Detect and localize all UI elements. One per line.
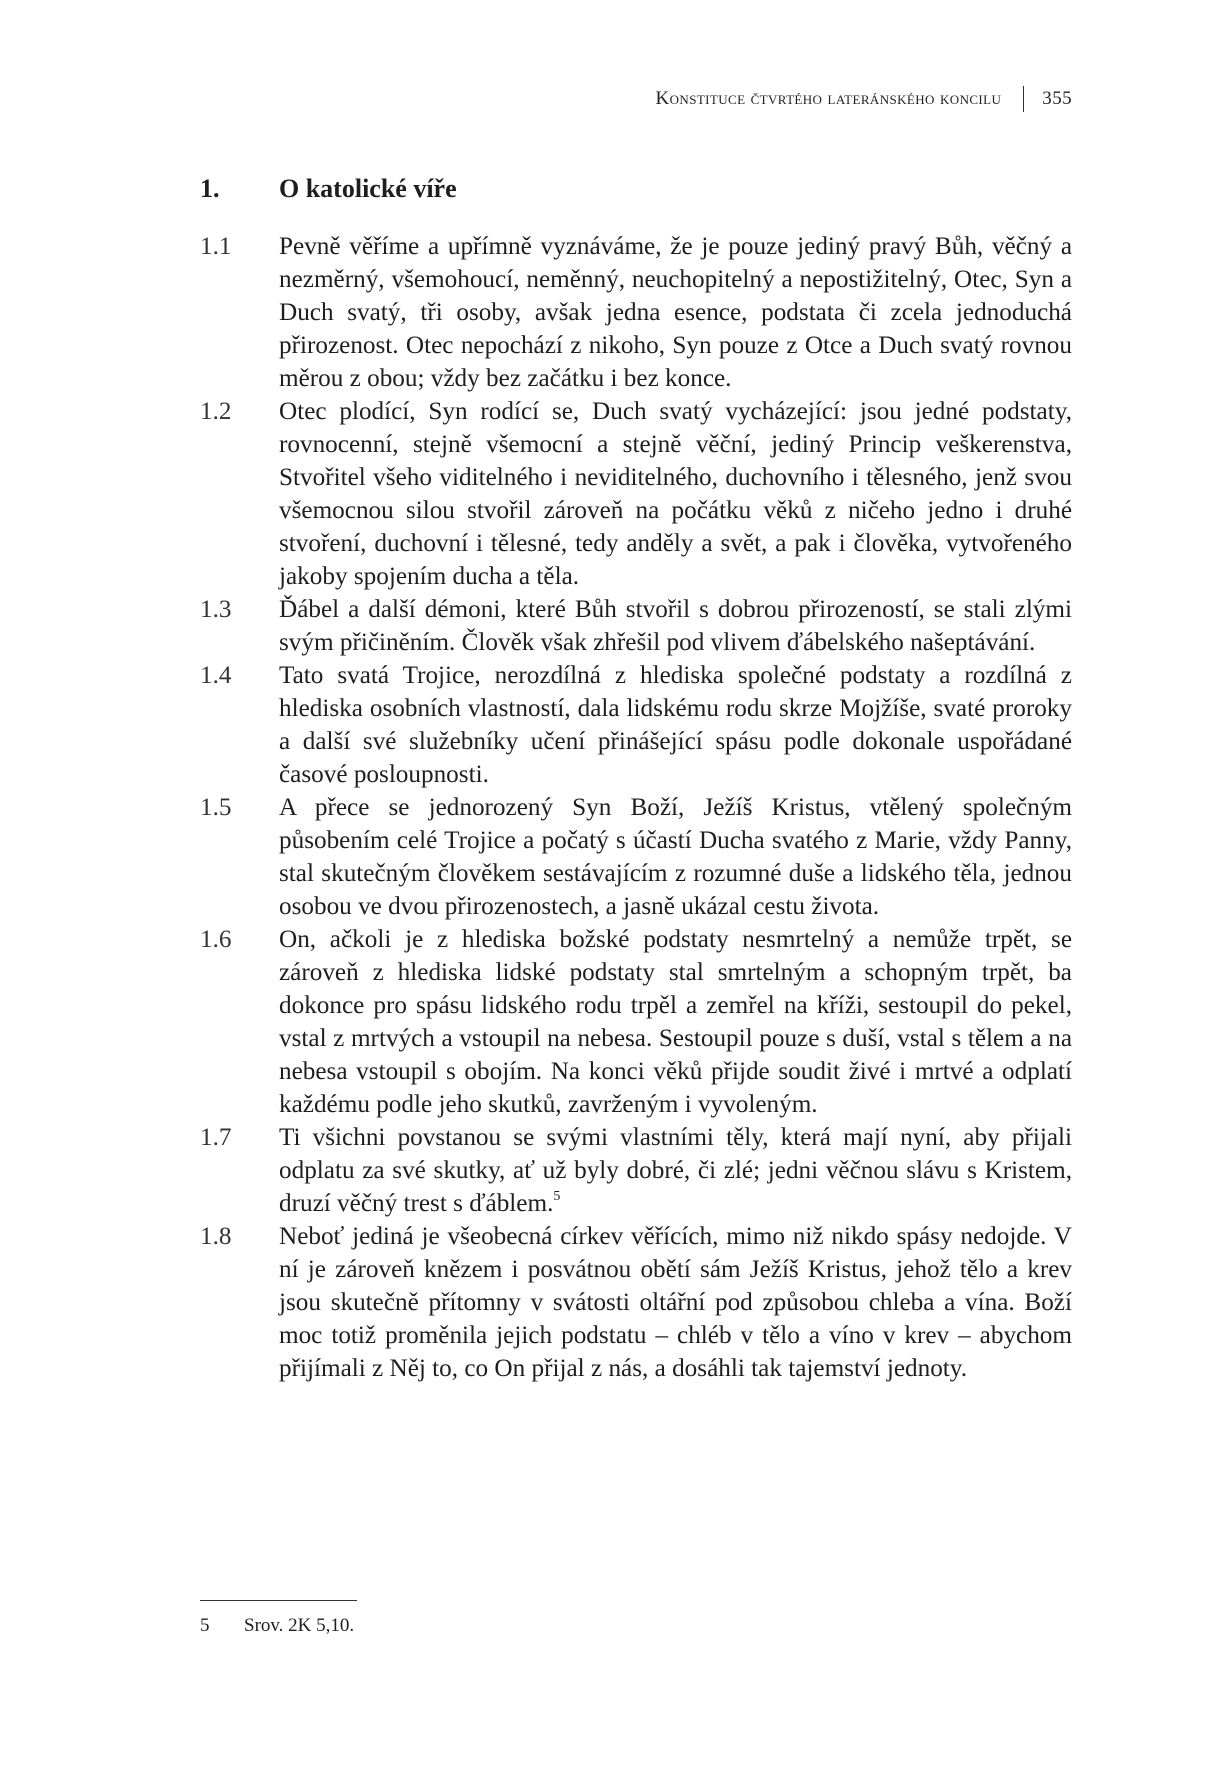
footnote-divider	[200, 1600, 357, 1601]
footnote-number: 5	[200, 1615, 210, 1636]
paragraph-text: Otec plodící, Syn rodící se, Duch svatý vycházející: jsou jedné podstaty, rovnocenní, stejně všemocní a stejně věční, jediný Princip veškerenstva, Stvořitel všeho viditelného i neviditelného, duchovního i tělesného, jenž svou všemocnou silou stvořil zároveň na počátku věků z ničeho jedno i druhé stvoření, duchovní i tělesné, tedy anděly a svět, a pak i člověka, vytvořeného jakoby spojením ducha a těla.	[279, 398, 1072, 590]
paragraph-number: 1.1	[200, 233, 232, 260]
footnote	[200, 1613, 354, 1639]
paragraph-text: Ti všichni povstanou se svými vlastními těly, která mají nyní, aby přijali odplatu za své skutky, ať už byly dobré, či zlé; jedni věčnou slávu s Kristem, druzí věčný trest s ďáblem.	[279, 1124, 1072, 1217]
section-title: O katolické víře	[279, 174, 457, 203]
running-title: Konstituce čtvrtého lateránského koncilu	[655, 88, 1002, 109]
paragraph-number: 1.5	[200, 794, 232, 821]
paragraph-text: Pevně věříme a upřímně vyznáváme, že je pouze jediný pravý Bůh, věčný a nezměrný, všemohoucí, neměnný, neuchopitelný a nepostižitelný, Otec, Syn a Duch svatý, tři osoby, avšak jedna esence, podstata či zcela jednoduchá přirozenost. Otec nepochází z nikoho, Syn pouze z Otce a Duch svatý rovnou měrou z obou; vždy bez začátku i bez konce.	[279, 233, 1072, 392]
paragraph-1-8	[200, 1220, 1072, 1385]
paragraph-number: 1.4	[200, 662, 232, 689]
paragraph-1-3	[200, 593, 1072, 659]
paragraph-1-7	[200, 1121, 1072, 1220]
paragraph-number: 1.3	[200, 596, 232, 623]
paragraph-number: 1.7	[200, 1124, 232, 1151]
running-head-divider	[1023, 86, 1024, 112]
paragraph-1-4	[200, 659, 1072, 791]
paragraph-1-2	[200, 395, 1072, 593]
paragraph-text-wrapper	[279, 1121, 1072, 1220]
paragraph-text: A přece se jednorozený Syn Boží, Ježíš Kristus, vtělený společným působením celé Trojice a počatý s účastí Ducha svatého z Marie, vždy Panny, stal skutečným člověkem sestávajícím z rozumné duše a lidského těla, jednou osobou ve dvou přirozenostech, a jasně ukázal cestu života.	[279, 794, 1072, 920]
paragraph-text: Tato svatá Trojice, nerozdílná z hlediska společné podstaty a rozdílná z hlediska osobních vlastností, dala lidskému rodu skrze Mojžíše, svaté proroky a další své služebníky učení přinášející spásu podle dokonale uspořádané časové posloupnosti.	[279, 662, 1072, 788]
paragraph-text: Ďábel a další démoni, které Bůh stvořil s dobrou přirozeností, se stali zlými svým přičiněním. Člověk však zhřešil pod vlivem ďábelského našeptávání.	[279, 596, 1072, 656]
page-number: 355	[1042, 88, 1072, 109]
paragraph-number: 1.8	[200, 1223, 232, 1250]
paragraph-1-5	[200, 791, 1072, 923]
paragraph-number: 1.6	[200, 926, 232, 953]
paragraph-list	[200, 230, 1072, 1385]
running-head	[656, 86, 1073, 112]
section-number: 1.	[200, 174, 220, 203]
paragraph-text: Neboť jediná je všeobecná církev věřících, mimo niž nikdo spásy nedojde. V ní je zároveň knězem i posvátnou obětí sám Ježíš Kristus, jehož tělo a krev jsou skutečně přítomny v svátosti oltářní pod způsobou chleba a vína. Boží moc totiž proměnila jejich podstatu – chléb v tělo a víno v krev – abychom přijímali z Něj to, co On přijal z nás, a dosáhli tak tajemství jednoty.	[279, 1223, 1072, 1382]
paragraph-1-6	[200, 923, 1072, 1121]
paragraph-text: On, ačkoli je z hlediska božské podstaty nesmrtelný a nemůže trpět, se zároveň z hlediska lidské podstaty stal smrtelným a schopným trpět, ba dokonce pro spásu lidského rodu trpěl a zemřel na kříži, sestoupil do pekel, vstal z mrtvých a vstoupil na nebesa. Sestoupil pouze s duší, vstal s tělem a na nebesa vstoupil s obojím. Na konci věků přijde soudit živé i mrtvé a odplatí každému podle jeho skutků, zavrženým i vyvoleným.	[279, 926, 1072, 1118]
footnote-text: Srov. 2K 5,10.	[244, 1615, 355, 1636]
footnote-reference[interactable]: 5	[553, 1188, 561, 1204]
paragraph-number: 1.2	[200, 398, 232, 425]
paragraph-1-1	[200, 230, 1072, 395]
section-heading	[200, 174, 457, 204]
